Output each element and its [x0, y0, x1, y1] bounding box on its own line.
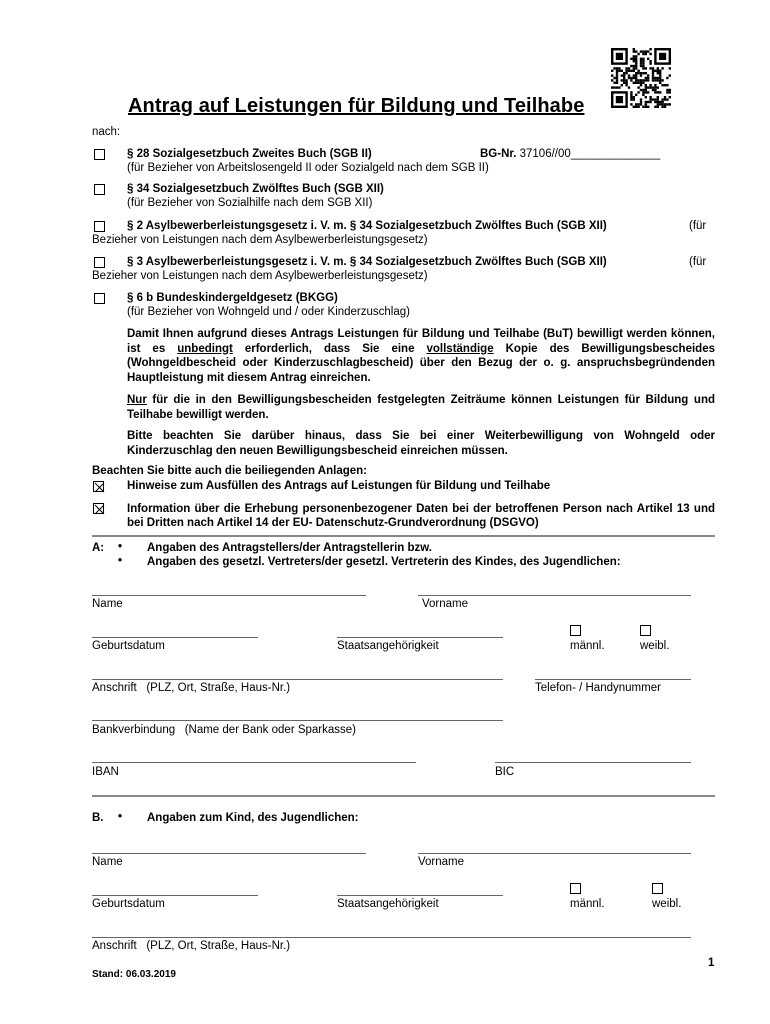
checkbox-asylblg-3[interactable]	[94, 257, 105, 268]
checkbox-asylblg-2[interactable]	[94, 221, 105, 232]
a-bic-input[interactable]	[495, 762, 691, 763]
a-vorname-input[interactable]	[418, 595, 691, 596]
section-b-label: B.	[92, 812, 104, 824]
page-title: Antrag auf Leistungen für Bildung und Teilhabe	[128, 95, 585, 117]
checkbox-sgb12[interactable]	[94, 184, 105, 195]
b-geburtsdatum-input[interactable]	[92, 895, 258, 896]
a-anschrift-input[interactable]	[92, 679, 503, 680]
notice-paragraph-2	[127, 393, 715, 422]
b-staatsangehoerigkeit-label: Staatsangehörigkeit	[337, 898, 439, 910]
a-anschrift-label: Anschrift (PLZ, Ort, Straße, Haus-Nr.)	[92, 682, 291, 694]
a-weibl-label: weibl.	[640, 640, 670, 652]
b-staatsangehoerigkeit-input[interactable]	[337, 895, 503, 896]
notice-emphasis: unbedingt	[177, 342, 233, 355]
bullet-icon: •	[118, 811, 123, 823]
a-telefon-input[interactable]	[535, 679, 691, 680]
option-asylblg-3-suffix: (für	[689, 256, 707, 268]
option-bkgg-sub: (für Bezieher von Wohngeld und / oder Kinderzuschlag)	[127, 306, 410, 318]
bullet-icon: •	[118, 541, 123, 553]
section-a-bullet-2: Angaben des gesetzl. Vertreters/der gesetzl. Vertreterin des Kindes, des Jugendlichen:	[147, 556, 621, 568]
a-bic-label: BIC	[495, 766, 515, 778]
section-a-label: A:	[92, 542, 105, 554]
b-anschrift-input[interactable]	[92, 937, 691, 938]
bg-value[interactable]: 37106//00______________	[519, 148, 661, 160]
a-staatsangehoerigkeit-label: Staatsangehörigkeit	[337, 640, 439, 652]
qr-code-icon	[611, 48, 671, 108]
notice-text: für die in den Bewilligungsbescheiden festgelegten Zeiträume können Leistungen für Bildung und Teilhabe bewilligt werden.	[127, 394, 715, 421]
option-sgb12-title: § 34 Sozialgesetzbuch Zwölftes Buch (SGB XII)	[127, 183, 384, 195]
notice-emphasis: vollständige	[426, 342, 494, 355]
section-a-bullet-1: Angaben des Antragstellers/der Antragstellerin bzw.	[147, 542, 433, 554]
notice-emphasis: Nur	[127, 394, 147, 406]
a-telefon-label: Telefon- / Handynummer	[535, 682, 661, 694]
checkbox-hinweise-checked[interactable]	[93, 481, 104, 492]
page-number: 1	[708, 957, 715, 969]
bg-number	[480, 148, 660, 162]
option-sgb2-sub: (für Bezieher von Arbeitslosengeld II oder Sozialgeld nach dem SGB II)	[127, 162, 489, 174]
a-geburtsdatum-input[interactable]	[92, 637, 258, 638]
b-maennl-checkbox[interactable]	[570, 883, 581, 894]
stand-date: Stand: 06.03.2019	[92, 969, 176, 980]
a-maennl-checkbox[interactable]	[570, 625, 581, 636]
b-name-label: Name	[92, 856, 123, 868]
b-weibl-checkbox[interactable]	[652, 883, 663, 894]
option-asylblg-3-sub: Bezieher von Leistungen nach dem Asylbewerberleistungsgesetz)	[92, 270, 428, 282]
b-name-input[interactable]	[92, 853, 366, 854]
a-weibl-checkbox[interactable]	[640, 625, 651, 636]
a-iban-label: IBAN	[92, 766, 119, 778]
bg-label: BG-Nr.	[480, 148, 517, 160]
divider	[92, 535, 715, 537]
notice-text: Kopie des Bewilligungsbescheides (Wohngeldbescheid oder Kinderzuschlagbescheid) über den Bezug der o. g. anspruchsbegründenden Hauptleistung mit diesem Antrag einreichen.	[127, 342, 715, 384]
option-asylblg-2-title: § 2 Asylbewerberleistungsgesetz i. V. m. § 34 Sozialgesetzbuch Zwölftes Buch (SGB XII)	[127, 220, 607, 232]
check-cross-icon	[94, 482, 105, 493]
a-vorname-label: Vorname	[422, 598, 469, 610]
a-name-label: Name	[92, 598, 123, 610]
attachment-dsgvo: Information über die Erhebung personenbezogener Daten bei der betroffenen Person nach Artikel 13 und bei Dritten nach Artikel 14 der EU- Datenschutz-Grundverordnung (DSGVO)	[127, 503, 715, 529]
a-maennl-label: männl.	[570, 640, 605, 652]
a-name-input[interactable]	[92, 595, 366, 596]
b-vorname-input[interactable]	[418, 853, 691, 854]
attachment-hinweise: Hinweise zum Ausfüllen des Antrags auf Leistungen für Bildung und Teilhabe	[127, 480, 551, 492]
option-sgb2-title: § 28 Sozialgesetzbuch Zweites Buch (SGB II)	[127, 148, 372, 160]
attachments-heading: Beachten Sie bitte auch die beiliegenden Anlagen:	[92, 465, 367, 477]
a-bank-label: Bankverbindung (Name der Bank oder Sparkasse)	[92, 724, 357, 736]
divider	[92, 795, 715, 797]
option-bkgg-title: § 6 b Bundeskindergeldgesetz (BKGG)	[127, 292, 338, 304]
option-sgb12-sub: (für Bezieher von Sozialhilfe nach dem SGB XII)	[127, 197, 373, 209]
b-maennl-label: männl.	[570, 898, 605, 910]
a-geburtsdatum-label: Geburtsdatum	[92, 640, 165, 652]
notice-paragraph-1	[127, 327, 715, 385]
a-iban-input[interactable]	[92, 762, 416, 763]
bullet-icon: •	[118, 555, 123, 567]
check-cross-icon	[94, 504, 105, 515]
b-geburtsdatum-label: Geburtsdatum	[92, 898, 165, 910]
notice-text: Damit Ihnen aufgrund dieses Antrags Leistungen für Bildung und Teilhabe (BuT) bewilligt werden können, ist es	[127, 328, 715, 355]
checkbox-bkgg[interactable]	[94, 293, 105, 304]
option-asylblg-2-sub: Bezieher von Leistungen nach dem Asylbewerberleistungsgesetz)	[92, 234, 428, 246]
b-vorname-label: Vorname	[418, 856, 465, 868]
checkbox-dsgvo-checked[interactable]	[93, 503, 104, 514]
a-staatsangehoerigkeit-input[interactable]	[337, 637, 503, 638]
a-bank-input[interactable]	[92, 720, 503, 721]
notice-text: erforderlich, dass Sie eine	[232, 342, 427, 355]
option-asylblg-2-suffix: (für	[689, 220, 707, 232]
option-asylblg-3-title: § 3 Asylbewerberleistungsgesetz i. V. m. § 34 Sozialgesetzbuch Zwölftes Buch (SGB XII)	[127, 256, 607, 268]
checkbox-sgb2[interactable]	[94, 149, 105, 160]
section-b-bullet: Angaben zum Kind, des Jugendlichen:	[147, 812, 359, 824]
b-weibl-label: weibl.	[652, 898, 682, 910]
b-anschrift-label: Anschrift (PLZ, Ort, Straße, Haus-Nr.)	[92, 940, 291, 952]
nach-label: nach:	[92, 126, 121, 138]
notice-paragraph-3: Bitte beachten Sie darüber hinaus, dass Sie bei einer Weiterbewilligung von Wohngeld oder Kinderzuschlag den neuen Bewilligungsbescheid einreichen müssen.	[127, 430, 715, 457]
